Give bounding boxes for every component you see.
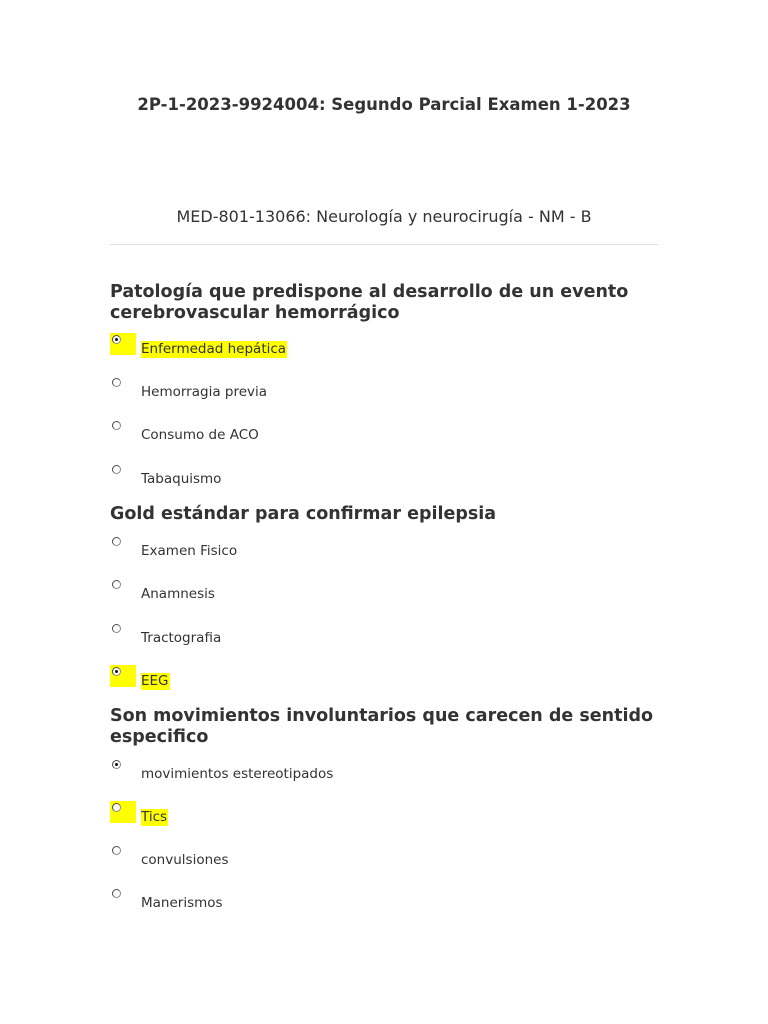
question-2-option-1[interactable] — [110, 535, 670, 565]
option-label: movimientos estereotipados — [141, 766, 334, 782]
radio-circle — [112, 378, 121, 387]
radio-button[interactable] — [110, 376, 136, 398]
option-label: Manerismos — [141, 895, 223, 911]
radio-circle — [112, 421, 121, 430]
radio-circle — [112, 624, 121, 633]
option-label: Consumo de ACO — [141, 427, 259, 443]
radio-button[interactable] — [110, 665, 136, 687]
radio-button[interactable] — [110, 463, 136, 485]
radio-button[interactable] — [110, 578, 136, 600]
radio-circle — [112, 537, 121, 546]
option-label: Enfermedad hepática — [141, 341, 287, 357]
option-label: Tabaquismo — [141, 471, 222, 487]
question-1-option-4[interactable] — [110, 463, 670, 493]
question-1-option-3[interactable] — [110, 419, 670, 449]
radio-circle — [112, 465, 121, 474]
course-title: MED-801-13066: Neurología y neurocirugía - NM - B — [176, 207, 592, 226]
question-3-text: Son movimientos involuntarios que carecen de sentido especifico — [110, 706, 654, 747]
radio-circle — [112, 803, 121, 812]
radio-circle — [112, 335, 121, 344]
question-3-option-4[interactable] — [110, 887, 670, 917]
divider — [110, 244, 658, 245]
option-label: Tics — [141, 809, 168, 825]
question-3-option-2[interactable] — [110, 801, 670, 831]
radio-button[interactable] — [110, 535, 136, 557]
question-2-text: Gold estándar para confirmar epilepsia — [110, 504, 497, 524]
question-2-option-3[interactable] — [110, 622, 670, 652]
radio-button[interactable] — [110, 758, 136, 780]
option-label: convulsiones — [141, 852, 229, 868]
option-label: Examen Fisico — [141, 543, 238, 559]
radio-button[interactable] — [110, 419, 136, 441]
radio-button[interactable] — [110, 844, 136, 866]
question-2-option-4[interactable] — [110, 665, 670, 695]
radio-button[interactable] — [110, 887, 136, 909]
page-title: 2P-1-2023-9924004: Segundo Parcial Examen 1-2023 — [137, 95, 631, 114]
question-1-text: Patología que predispone al desarrollo de un evento cerebrovascular hemorrágico — [110, 282, 629, 323]
radio-circle — [112, 889, 121, 898]
question-2-option-2[interactable] — [110, 578, 670, 608]
option-label: Tractografia — [141, 630, 222, 646]
question-1-option-2[interactable] — [110, 376, 670, 406]
question-3-option-3[interactable] — [110, 844, 670, 874]
option-label: Hemorragia previa — [141, 384, 268, 400]
question-3-option-1[interactable] — [110, 758, 670, 788]
radio-button[interactable] — [110, 801, 136, 823]
radio-circle — [112, 846, 121, 855]
question-1-option-1[interactable] — [110, 333, 670, 363]
radio-button[interactable] — [110, 622, 136, 644]
radio-circle — [112, 667, 121, 676]
radio-circle — [112, 760, 121, 769]
radio-circle — [112, 580, 121, 589]
radio-button[interactable] — [110, 333, 136, 355]
option-label: Anamnesis — [141, 586, 215, 602]
option-label: EEG — [141, 673, 169, 689]
